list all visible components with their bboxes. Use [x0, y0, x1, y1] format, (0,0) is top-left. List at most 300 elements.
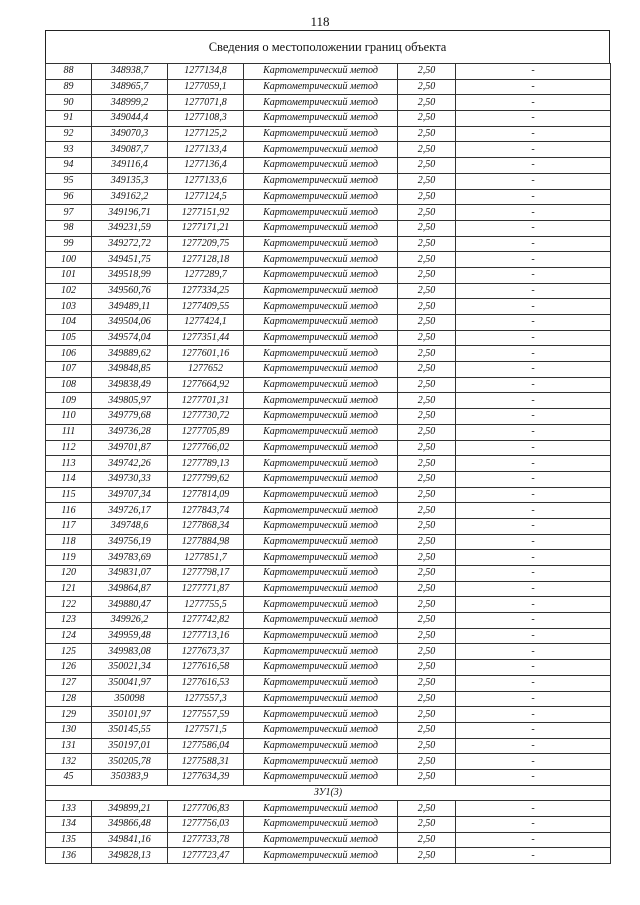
point-number-cell: 133 [46, 801, 92, 817]
description-cell: - [456, 691, 611, 707]
description-cell: - [456, 518, 611, 534]
point-number-cell: 88 [46, 64, 92, 80]
method-cell: Картометрический метод [244, 252, 398, 268]
table-row [46, 220, 611, 236]
method-cell: Картометрический метод [244, 628, 398, 644]
accuracy-cell: 2,50 [398, 581, 456, 597]
description-cell: - [456, 236, 611, 252]
point-number-cell: 121 [46, 581, 92, 597]
table-row [46, 126, 611, 142]
description-cell: - [456, 283, 611, 299]
x-coordinate-cell: 349864,87 [92, 581, 168, 597]
accuracy-cell: 2,50 [398, 173, 456, 189]
table-row [46, 801, 611, 817]
x-coordinate-cell: 349701,87 [92, 440, 168, 456]
method-cell: Картометрический метод [244, 801, 398, 817]
method-cell: Картометрический метод [244, 220, 398, 236]
description-cell: - [456, 299, 611, 315]
description-cell: - [456, 487, 611, 503]
y-coordinate-cell: 1277733,78 [168, 832, 244, 848]
point-number-cell: 118 [46, 534, 92, 550]
method-cell: Картометрический метод [244, 738, 398, 754]
point-number-cell: 112 [46, 440, 92, 456]
accuracy-cell: 2,50 [398, 817, 456, 833]
table-row [46, 566, 611, 582]
description-cell: - [456, 158, 611, 174]
table-row [46, 769, 611, 785]
description-cell: - [456, 722, 611, 738]
description-cell: - [456, 111, 611, 127]
x-coordinate-cell: 349504,06 [92, 315, 168, 331]
y-coordinate-cell: 1277789,13 [168, 456, 244, 472]
y-coordinate-cell: 1277171,21 [168, 220, 244, 236]
point-number-cell: 135 [46, 832, 92, 848]
y-coordinate-cell: 1277756,03 [168, 817, 244, 833]
table-row [46, 550, 611, 566]
table-row [46, 252, 611, 268]
y-coordinate-cell: 1277843,74 [168, 503, 244, 519]
y-coordinate-cell: 1277799,62 [168, 471, 244, 487]
point-number-cell: 136 [46, 848, 92, 864]
description-cell: - [456, 456, 611, 472]
x-coordinate-cell: 349899,21 [92, 801, 168, 817]
method-cell: Картометрический метод [244, 503, 398, 519]
table-row [46, 738, 611, 754]
accuracy-cell: 2,50 [398, 471, 456, 487]
description-cell: - [456, 189, 611, 205]
point-number-cell: 92 [46, 126, 92, 142]
x-coordinate-cell: 349959,48 [92, 628, 168, 644]
table-row [46, 487, 611, 503]
table-row [46, 362, 611, 378]
method-cell: Картометрический метод [244, 518, 398, 534]
table-row [46, 534, 611, 550]
y-coordinate-cell: 1277334,25 [168, 283, 244, 299]
y-coordinate-cell: 1277209,75 [168, 236, 244, 252]
description-cell: - [456, 644, 611, 660]
description-cell: - [456, 409, 611, 425]
accuracy-cell: 2,50 [398, 409, 456, 425]
method-cell: Картометрический метод [244, 660, 398, 676]
table-row [46, 377, 611, 393]
point-number-cell: 110 [46, 409, 92, 425]
accuracy-cell: 2,50 [398, 158, 456, 174]
table-row [46, 330, 611, 346]
point-number-cell: 109 [46, 393, 92, 409]
y-coordinate-cell: 1277701,31 [168, 393, 244, 409]
method-cell: Картометрический метод [244, 377, 398, 393]
y-coordinate-cell: 1277742,82 [168, 613, 244, 629]
accuracy-cell: 2,50 [398, 722, 456, 738]
table-row [46, 409, 611, 425]
point-number-cell: 89 [46, 79, 92, 95]
y-coordinate-cell: 1277351,44 [168, 330, 244, 346]
point-number-cell: 104 [46, 315, 92, 331]
table-body [46, 64, 611, 864]
method-cell: Картометрический метод [244, 456, 398, 472]
description-cell: - [456, 346, 611, 362]
method-cell: Картометрический метод [244, 440, 398, 456]
y-coordinate-cell: 1277634,39 [168, 769, 244, 785]
point-number-cell: 117 [46, 518, 92, 534]
accuracy-cell: 2,50 [398, 299, 456, 315]
point-number-cell: 131 [46, 738, 92, 754]
method-cell: Картометрический метод [244, 581, 398, 597]
x-coordinate-cell: 349866,48 [92, 817, 168, 833]
y-coordinate-cell: 1277586,04 [168, 738, 244, 754]
description-cell: - [456, 707, 611, 723]
x-coordinate-cell: 350101,97 [92, 707, 168, 723]
description-cell: - [456, 628, 611, 644]
accuracy-cell: 2,50 [398, 848, 456, 864]
accuracy-cell: 2,50 [398, 283, 456, 299]
accuracy-cell: 2,50 [398, 597, 456, 613]
method-cell: Картометрический метод [244, 346, 398, 362]
accuracy-cell: 2,50 [398, 440, 456, 456]
x-coordinate-cell: 349726,17 [92, 503, 168, 519]
x-coordinate-cell: 349196,71 [92, 205, 168, 221]
method-cell: Картометрический метод [244, 848, 398, 864]
point-number-cell: 105 [46, 330, 92, 346]
point-number-cell: 91 [46, 111, 92, 127]
x-coordinate-cell: 349736,28 [92, 424, 168, 440]
description-cell: - [456, 801, 611, 817]
table-row [46, 628, 611, 644]
y-coordinate-cell: 1277409,55 [168, 299, 244, 315]
x-coordinate-cell: 349451,75 [92, 252, 168, 268]
description-cell: - [456, 424, 611, 440]
description-cell: - [456, 550, 611, 566]
point-number-cell: 107 [46, 362, 92, 378]
table-row [46, 691, 611, 707]
method-cell: Картометрический метод [244, 205, 398, 221]
page-number: 118 [310, 14, 330, 29]
accuracy-cell: 2,50 [398, 566, 456, 582]
point-number-cell: 94 [46, 158, 92, 174]
accuracy-cell: 2,50 [398, 79, 456, 95]
description-cell: - [456, 440, 611, 456]
method-cell: Картометрический метод [244, 362, 398, 378]
x-coordinate-cell: 349087,7 [92, 142, 168, 158]
accuracy-cell: 2,50 [398, 236, 456, 252]
accuracy-cell: 2,50 [398, 754, 456, 770]
x-coordinate-cell: 349116,4 [92, 158, 168, 174]
method-cell: Картометрический метод [244, 315, 398, 331]
y-coordinate-cell: 1277798,17 [168, 566, 244, 582]
accuracy-cell: 2,50 [398, 707, 456, 723]
description-cell: - [456, 817, 611, 833]
point-number-cell: 97 [46, 205, 92, 221]
point-number-cell: 122 [46, 597, 92, 613]
point-number-cell: 106 [46, 346, 92, 362]
y-coordinate-cell: 1277124,5 [168, 189, 244, 205]
method-cell: Картометрический метод [244, 566, 398, 582]
table-row [46, 315, 611, 331]
accuracy-cell: 2,50 [398, 267, 456, 283]
x-coordinate-cell: 349748,6 [92, 518, 168, 534]
description-cell: - [456, 362, 611, 378]
method-cell: Картометрический метод [244, 111, 398, 127]
description-cell: - [456, 315, 611, 331]
accuracy-cell: 2,50 [398, 252, 456, 268]
point-number-cell: 108 [46, 377, 92, 393]
x-coordinate-cell: 349783,69 [92, 550, 168, 566]
x-coordinate-cell: 349838,49 [92, 377, 168, 393]
table-row [46, 832, 611, 848]
method-cell: Картометрический метод [244, 142, 398, 158]
table-row [46, 346, 611, 362]
x-coordinate-cell: 350145,55 [92, 722, 168, 738]
x-coordinate-cell: 349841,16 [92, 832, 168, 848]
method-cell: Картометрический метод [244, 534, 398, 550]
method-cell: Картометрический метод [244, 189, 398, 205]
table-row [46, 597, 611, 613]
y-coordinate-cell: 1277723,47 [168, 848, 244, 864]
method-cell: Картометрический метод [244, 330, 398, 346]
point-number-cell: 100 [46, 252, 92, 268]
accuracy-cell: 2,50 [398, 220, 456, 236]
accuracy-cell: 2,50 [398, 738, 456, 754]
y-coordinate-cell: 1277134,8 [168, 64, 244, 80]
accuracy-cell: 2,50 [398, 456, 456, 472]
method-cell: Картометрический метод [244, 158, 398, 174]
accuracy-cell: 2,50 [398, 424, 456, 440]
table-row [46, 267, 611, 283]
table-row [46, 471, 611, 487]
accuracy-cell: 2,50 [398, 111, 456, 127]
y-coordinate-cell: 1277755,5 [168, 597, 244, 613]
x-coordinate-cell: 348999,2 [92, 95, 168, 111]
y-coordinate-cell: 1277133,6 [168, 173, 244, 189]
x-coordinate-cell: 349831,07 [92, 566, 168, 582]
table-row [46, 817, 611, 833]
accuracy-cell: 2,50 [398, 769, 456, 785]
accuracy-cell: 2,50 [398, 675, 456, 691]
y-coordinate-cell: 1277059,1 [168, 79, 244, 95]
x-coordinate-cell: 350383,9 [92, 769, 168, 785]
point-number-cell: 132 [46, 754, 92, 770]
y-coordinate-cell: 1277571,5 [168, 722, 244, 738]
table-row [46, 581, 611, 597]
accuracy-cell: 2,50 [398, 832, 456, 848]
accuracy-cell: 2,50 [398, 346, 456, 362]
y-coordinate-cell: 1277616,53 [168, 675, 244, 691]
table-row [46, 205, 611, 221]
table-row [46, 707, 611, 723]
y-coordinate-cell: 1277424,1 [168, 315, 244, 331]
method-cell: Картометрический метод [244, 675, 398, 691]
table-row [46, 64, 611, 80]
y-coordinate-cell: 1277766,02 [168, 440, 244, 456]
method-cell: Картометрический метод [244, 283, 398, 299]
point-number-cell: 114 [46, 471, 92, 487]
method-cell: Картометрический метод [244, 613, 398, 629]
x-coordinate-cell: 350205,78 [92, 754, 168, 770]
table-row [46, 111, 611, 127]
description-cell: - [456, 581, 611, 597]
point-number-cell: 124 [46, 628, 92, 644]
x-coordinate-cell: 349574,04 [92, 330, 168, 346]
x-coordinate-cell: 349518,99 [92, 267, 168, 283]
x-coordinate-cell: 349828,13 [92, 848, 168, 864]
table-row [46, 440, 611, 456]
x-coordinate-cell: 349756,19 [92, 534, 168, 550]
accuracy-cell: 2,50 [398, 362, 456, 378]
y-coordinate-cell: 1277601,16 [168, 346, 244, 362]
description-cell: - [456, 769, 611, 785]
point-number-cell: 119 [46, 550, 92, 566]
table-row [46, 299, 611, 315]
boundary-points-table [45, 63, 611, 864]
description-cell: - [456, 377, 611, 393]
accuracy-cell: 2,50 [398, 189, 456, 205]
x-coordinate-cell: 349044,4 [92, 111, 168, 127]
description-cell: - [456, 330, 611, 346]
point-number-cell: 130 [46, 722, 92, 738]
y-coordinate-cell: 1277125,2 [168, 126, 244, 142]
x-coordinate-cell: 349162,2 [92, 189, 168, 205]
x-coordinate-cell: 349926,2 [92, 613, 168, 629]
description-cell: - [456, 173, 611, 189]
y-coordinate-cell: 1277557,59 [168, 707, 244, 723]
description-cell: - [456, 267, 611, 283]
boundary-table-frame [45, 30, 610, 864]
x-coordinate-cell: 349231,59 [92, 220, 168, 236]
table-row [46, 754, 611, 770]
section-label: ЗУ1(3) [46, 785, 611, 801]
x-coordinate-cell: 349489,11 [92, 299, 168, 315]
method-cell: Картометрический метод [244, 754, 398, 770]
table-row [46, 675, 611, 691]
y-coordinate-cell: 1277652 [168, 362, 244, 378]
accuracy-cell: 2,50 [398, 628, 456, 644]
table-row [46, 173, 611, 189]
table-row [46, 95, 611, 111]
description-cell: - [456, 848, 611, 864]
description-cell: - [456, 675, 611, 691]
description-cell: - [456, 754, 611, 770]
y-coordinate-cell: 1277289,7 [168, 267, 244, 283]
x-coordinate-cell: 348938,7 [92, 64, 168, 80]
accuracy-cell: 2,50 [398, 613, 456, 629]
description-cell: - [456, 393, 611, 409]
x-coordinate-cell: 350021,34 [92, 660, 168, 676]
table-title: Сведения о местоположении границ объекта [45, 30, 610, 63]
x-coordinate-cell: 350041,97 [92, 675, 168, 691]
table-row [46, 142, 611, 158]
x-coordinate-cell: 350197,01 [92, 738, 168, 754]
accuracy-cell: 2,50 [398, 660, 456, 676]
method-cell: Картометрический метод [244, 126, 398, 142]
table-row [46, 660, 611, 676]
accuracy-cell: 2,50 [398, 315, 456, 331]
table-row [46, 283, 611, 299]
y-coordinate-cell: 1277108,3 [168, 111, 244, 127]
accuracy-cell: 2,50 [398, 691, 456, 707]
point-number-cell: 98 [46, 220, 92, 236]
accuracy-cell: 2,50 [398, 393, 456, 409]
description-cell: - [456, 471, 611, 487]
table-row [46, 393, 611, 409]
y-coordinate-cell: 1277664,92 [168, 377, 244, 393]
point-number-cell: 99 [46, 236, 92, 252]
y-coordinate-cell: 1277884,98 [168, 534, 244, 550]
y-coordinate-cell: 1277133,4 [168, 142, 244, 158]
accuracy-cell: 2,50 [398, 644, 456, 660]
point-number-cell: 111 [46, 424, 92, 440]
table-row [46, 236, 611, 252]
x-coordinate-cell: 349848,85 [92, 362, 168, 378]
table-row [46, 424, 611, 440]
description-cell: - [456, 613, 611, 629]
x-coordinate-cell: 349272,72 [92, 236, 168, 252]
point-number-cell: 128 [46, 691, 92, 707]
x-coordinate-cell: 349983,08 [92, 644, 168, 660]
table-row [46, 456, 611, 472]
point-number-cell: 129 [46, 707, 92, 723]
table-row [46, 79, 611, 95]
y-coordinate-cell: 1277771,87 [168, 581, 244, 597]
accuracy-cell: 2,50 [398, 377, 456, 393]
point-number-cell: 127 [46, 675, 92, 691]
method-cell: Картометрический метод [244, 95, 398, 111]
accuracy-cell: 2,50 [398, 95, 456, 111]
y-coordinate-cell: 1277588,31 [168, 754, 244, 770]
point-number-cell: 101 [46, 267, 92, 283]
description-cell: - [456, 738, 611, 754]
x-coordinate-cell: 350098 [92, 691, 168, 707]
table-row [46, 189, 611, 205]
x-coordinate-cell: 349779,68 [92, 409, 168, 425]
accuracy-cell: 2,50 [398, 330, 456, 346]
accuracy-cell: 2,50 [398, 142, 456, 158]
description-cell: - [456, 252, 611, 268]
point-number-cell: 125 [46, 644, 92, 660]
description-cell: - [456, 126, 611, 142]
x-coordinate-cell: 349707,34 [92, 487, 168, 503]
method-cell: Картометрический метод [244, 236, 398, 252]
point-number-cell: 115 [46, 487, 92, 503]
method-cell: Картометрический метод [244, 471, 398, 487]
y-coordinate-cell: 1277136,4 [168, 158, 244, 174]
accuracy-cell: 2,50 [398, 487, 456, 503]
method-cell: Картометрический метод [244, 644, 398, 660]
point-number-cell: 95 [46, 173, 92, 189]
point-number-cell: 113 [46, 456, 92, 472]
description-cell: - [456, 220, 611, 236]
point-number-cell: 116 [46, 503, 92, 519]
accuracy-cell: 2,50 [398, 205, 456, 221]
method-cell: Картометрический метод [244, 817, 398, 833]
method-cell: Картометрический метод [244, 487, 398, 503]
y-coordinate-cell: 1277128,18 [168, 252, 244, 268]
accuracy-cell: 2,50 [398, 64, 456, 80]
description-cell: - [456, 503, 611, 519]
method-cell: Картометрический метод [244, 550, 398, 566]
table-row [46, 158, 611, 174]
method-cell: Картометрический метод [244, 769, 398, 785]
accuracy-cell: 2,50 [398, 518, 456, 534]
y-coordinate-cell: 1277071,8 [168, 95, 244, 111]
y-coordinate-cell: 1277616,58 [168, 660, 244, 676]
point-number-cell: 93 [46, 142, 92, 158]
method-cell: Картометрический метод [244, 597, 398, 613]
x-coordinate-cell: 349880,47 [92, 597, 168, 613]
y-coordinate-cell: 1277705,89 [168, 424, 244, 440]
accuracy-cell: 2,50 [398, 550, 456, 566]
method-cell: Картометрический метод [244, 393, 398, 409]
description-cell: - [456, 79, 611, 95]
